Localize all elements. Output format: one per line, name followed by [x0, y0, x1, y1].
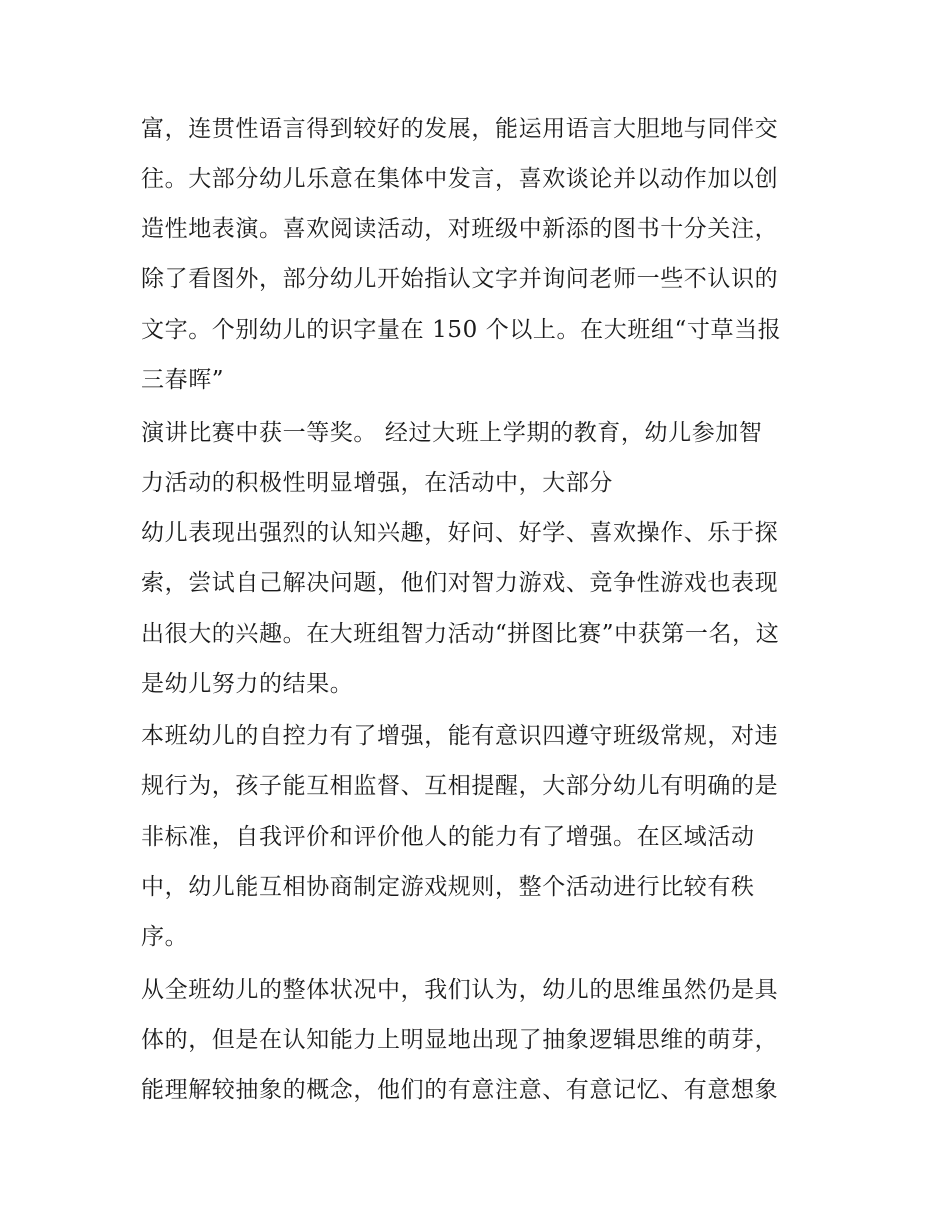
text-line: 能理解较抽象的概念，他们的有意注意、有意记忆、有意想象 [141, 1077, 779, 1103]
text-line: 文字。个别幼儿的识字量在 150 个以上。在大班组“寸草当报 [141, 317, 782, 343]
text-line: 体的，但是在认知能力上明显地出现了抽象逻辑思维的萌芽， [141, 1027, 779, 1053]
text-line: 从全班幼儿的整体状况中，我们认为，幼儿的思维虽然仍是具 [141, 977, 779, 1003]
text-line: 演讲比赛中获一等奖。 经过大班上学期的教育，幼儿参加智 [141, 420, 763, 446]
text-line: 造性地表演。喜欢阅读活动，对班级中新添的图书十分关注， [141, 216, 779, 242]
text-line: 三春晖” [141, 367, 225, 393]
text-line: 往。大部分幼儿乐意在集体中发言，喜欢谈论并以动作加以创 [141, 166, 779, 192]
text-line: 序。 [141, 924, 189, 950]
text-line: 本班幼儿的自控力有了增强，能有意识四遵守班级常规，对违 [141, 723, 779, 749]
text-line: 幼儿表现出强烈的认知兴趣，好问、好学、喜欢操作、乐于探 [141, 520, 779, 546]
text-line: 力活动的积极性明显增强，在活动中，大部分 [141, 470, 613, 496]
text-line: 除了看图外，部分幼儿开始指认文字并询问老师一些不认识的 [141, 266, 779, 292]
text-line: 索，尝试自己解决问题，他们对智力游戏、竞争性游戏也表现 [141, 570, 779, 596]
text-line: 中，幼儿能互相协商制定游戏规则，整个活动进行比较有秩 [141, 874, 755, 900]
text-line: 非标准，自我评价和评价他人的能力有了增强。在区域活动 [141, 824, 755, 850]
text-line: 规行为，孩子能互相监督、互相提醒，大部分幼儿有明确的是 [141, 773, 779, 799]
text-line: 出很大的兴趣。在大班组智力活动“拼图比赛”中获第一名，这 [141, 621, 780, 647]
text-line: 是幼儿努力的结果。 [141, 671, 354, 697]
text-line: 富，连贯性语言得到较好的发展，能运用语言大胆地与同伴交 [141, 116, 779, 142]
